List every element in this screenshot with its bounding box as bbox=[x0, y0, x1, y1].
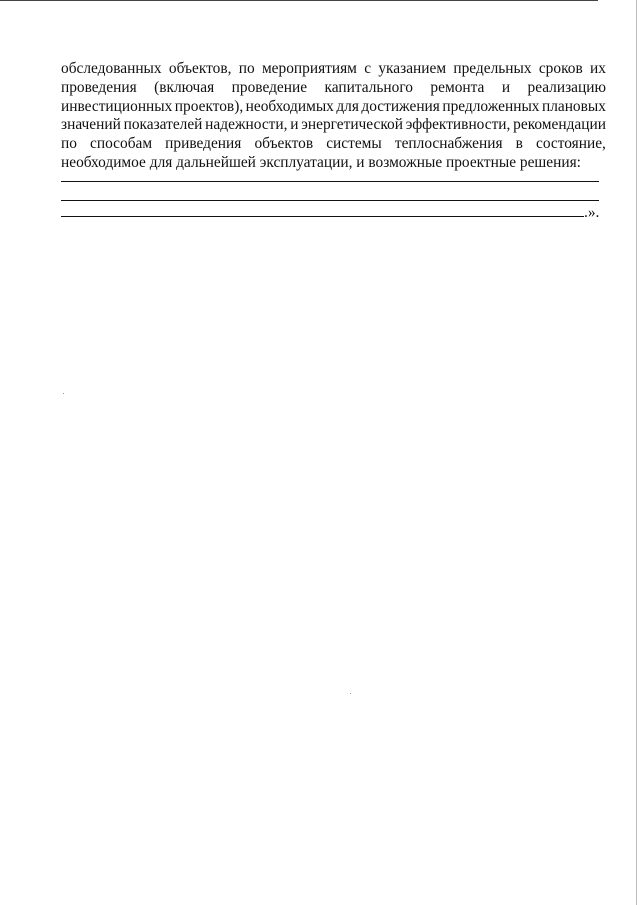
word: показателей bbox=[123, 116, 203, 134]
word: состояние, bbox=[536, 135, 606, 153]
word: с bbox=[364, 60, 372, 77]
word: в bbox=[515, 135, 523, 153]
word: для bbox=[336, 97, 359, 115]
paragraph-line bbox=[61, 135, 606, 154]
scan-speck bbox=[350, 693, 351, 694]
word: мероприятиям bbox=[261, 60, 357, 77]
word: (включая bbox=[154, 78, 215, 96]
word: рекомендации bbox=[513, 116, 606, 134]
word: инвестиционных bbox=[61, 97, 173, 115]
word: необходимое для дальнейшей эксплуатации, и возможные проектные решения: bbox=[61, 153, 581, 171]
word: и bbox=[501, 78, 511, 96]
paragraph-line bbox=[61, 60, 606, 79]
paragraph bbox=[61, 60, 606, 173]
word: объектов bbox=[254, 135, 314, 153]
word: приведения bbox=[165, 135, 242, 153]
word: объектов, bbox=[168, 60, 232, 77]
word: необходимых bbox=[245, 97, 334, 115]
word: способам bbox=[90, 135, 153, 153]
word: предложенных bbox=[442, 97, 540, 115]
word: системы bbox=[326, 135, 382, 153]
paragraph-line bbox=[61, 98, 606, 117]
blank-fill-line bbox=[61, 216, 584, 217]
word: предельных bbox=[453, 60, 532, 77]
scan-speck bbox=[63, 393, 64, 394]
word: проведение bbox=[231, 78, 308, 96]
word: значений bbox=[61, 116, 121, 134]
word: теплоснабжения bbox=[394, 135, 503, 153]
word: плановых bbox=[541, 97, 606, 115]
blank-fill-line bbox=[61, 181, 599, 182]
word: эффективности, bbox=[405, 116, 511, 134]
word: реализацию bbox=[527, 78, 606, 96]
word: указанием bbox=[378, 60, 447, 77]
paragraph-line bbox=[61, 116, 606, 135]
word: сроков bbox=[538, 60, 583, 77]
word: и bbox=[290, 116, 299, 134]
page-top-edge bbox=[0, 0, 598, 1]
paragraph-line bbox=[61, 79, 606, 98]
word: их bbox=[590, 60, 606, 77]
closing-quote: .». bbox=[584, 204, 600, 221]
word: достижения bbox=[361, 97, 440, 115]
blank-fill-line bbox=[61, 200, 599, 201]
word: обследованных bbox=[61, 60, 162, 77]
word: надежности, bbox=[205, 116, 288, 134]
paragraph-line bbox=[61, 154, 606, 173]
word: энергетической bbox=[301, 116, 403, 134]
word: по bbox=[61, 135, 77, 153]
word: проектов), bbox=[174, 97, 244, 115]
word: по bbox=[238, 60, 255, 77]
page-right-edge bbox=[636, 0, 637, 905]
word: проведения bbox=[61, 78, 137, 96]
word: ремонта bbox=[430, 78, 485, 96]
word: капитального bbox=[324, 78, 413, 96]
